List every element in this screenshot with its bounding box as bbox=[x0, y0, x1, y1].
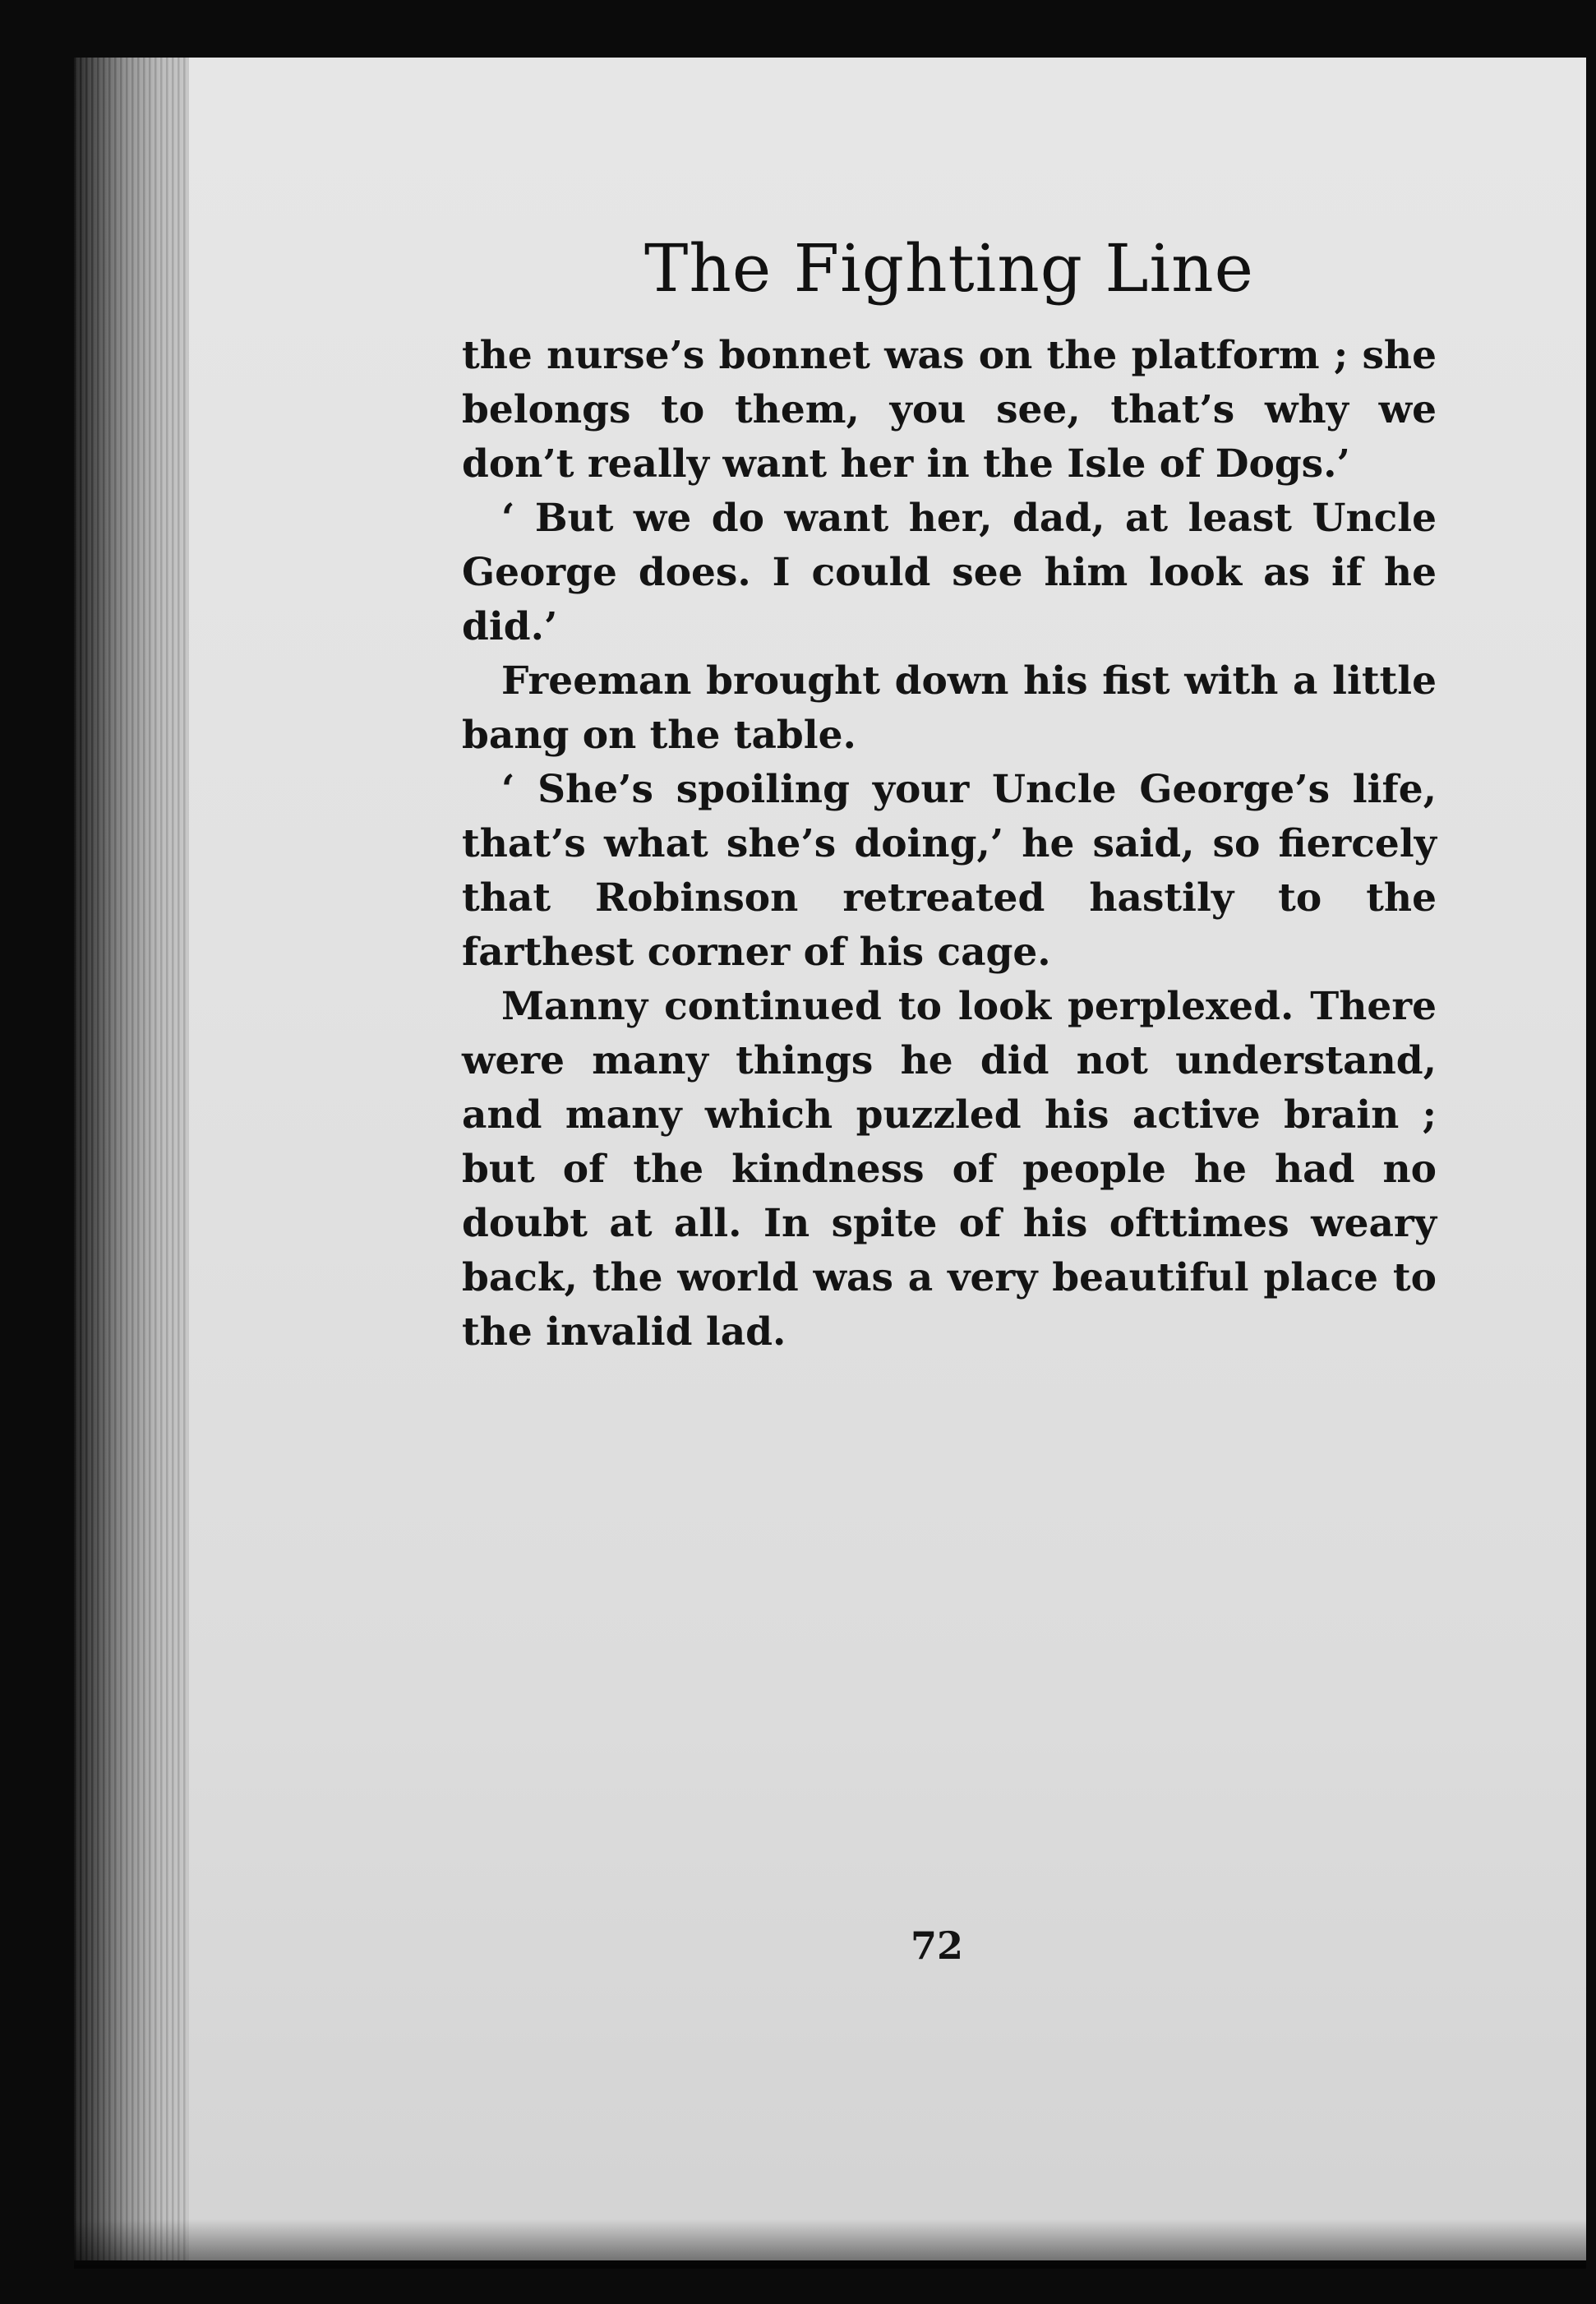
page-number: 72 bbox=[910, 1923, 963, 1968]
body-text bbox=[462, 329, 1437, 1360]
paragraph: Freeman brought down his fist with a little bang on the table. bbox=[462, 658, 1437, 758]
paragraph: Manny continued to look perplexed. There were many things he did not understand, and many which puzzled his active brain ; but of the kindness of people he had no doubt at all. In spite of his ofttimes weary back, the world was a very beautiful place to the invalid lad. bbox=[462, 984, 1437, 1355]
paragraph: ‘ But we do want her, dad, at least Uncle George does. I could see him look as if he did.’ bbox=[462, 496, 1437, 649]
running-head: The Fighting Line bbox=[644, 230, 1254, 307]
bottom-shadow bbox=[74, 2219, 1586, 2269]
paragraph: ‘ She’s spoiling your Uncle George’s life, that’s what she’s doing,’ he said, so fiercely that Robinson retreated hastily to the farthest corner of his cage. bbox=[462, 767, 1437, 975]
paragraph: the nurse’s bonnet was on the platform ; she belongs to them, you see, that’s why we don’t really want her in the Isle of Dogs.’ bbox=[462, 333, 1437, 487]
